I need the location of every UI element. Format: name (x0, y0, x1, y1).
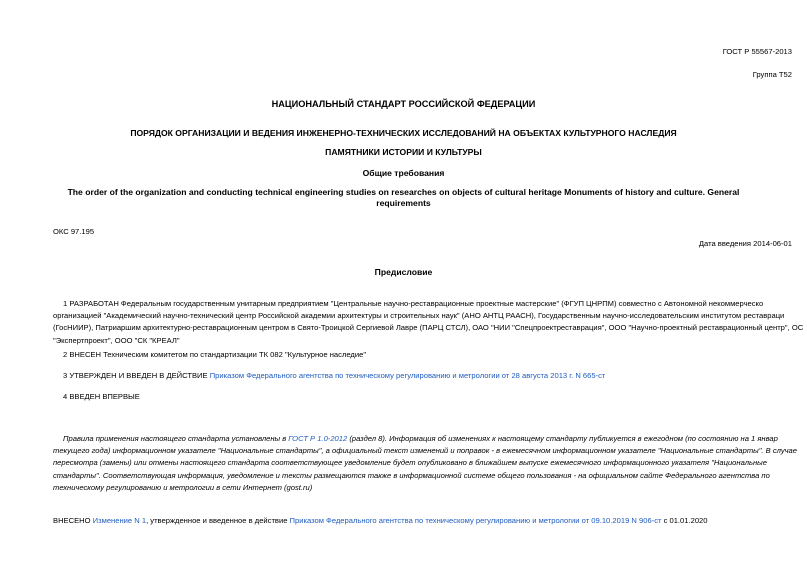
amendment-middle: , утвержденное и введенное в действие (146, 516, 290, 525)
preface-item-1 (53, 298, 807, 347)
amendment-suffix: с 01.01.2020 (661, 516, 708, 525)
preface-item-2: 2 ВНЕСЕН Техническим комитетом по стандартизации ТК 082 "Культурное наследие" (63, 350, 367, 359)
amendment-1-link[interactable]: Изменение N 1 (92, 516, 147, 525)
preface-item-1-line-3: (ГосНИИР), Патриаршим архитектурно-реставрационным центром в Свято-Троицкой Сергиевой Лавре (ПАРЦ СТСЛ), ОАО "НИИ "Спецпроектреставрация", ООО "Научно-проектный реставрационный центр", ОС (53, 323, 804, 333)
gost-r-1-0-2012-link[interactable]: ГОСТ Р 1.0-2012 (288, 434, 348, 443)
document-title-line-1: ПОРЯДОК ОРГАНИЗАЦИИ И ВЕДЕНИЯ ИНЖЕНЕРНО-ТЕХНИЧЕСКИХ ИССЛЕДОВАНИЙ НА ОБЪЕКТАХ КУЛЬТУРНОГО НАСЛЕДИЯ (130, 128, 677, 138)
rules-line-2: текущего года) информационном указателе "Национальные стандарты", а официальный текст изменений и поправок - в ежемесячном информационном указателе "Национальные стандарты". В случае (53, 446, 797, 456)
national-standard-heading: НАЦИОНАЛЬНЫЙ СТАНДАРТ РОССИЙСКОЙ ФЕДЕРАЦИИ (271, 99, 536, 109)
rules-line-1-text: Правила применения настоящего стандарта установлены в (63, 434, 289, 443)
preface-item-1-line-1: 1 РАЗРАБОТАН Федеральным государственным унитарным предприятием "Центральные научно-реставрационные проектные мастерские" (ФГУП ЦНРПМ) совместно с Автономной некоммерческо (63, 299, 764, 308)
introduction-date: Дата введения 2014-06-01 (698, 239, 792, 248)
amendment-prefix: ВНЕСЕНО (53, 516, 93, 525)
application-rules-note (53, 433, 807, 494)
document-group: Группа Т52 (752, 70, 792, 79)
rules-line-5: техническому регулированию и метрологии в сети Интернет (gost.ru) (53, 482, 313, 492)
rules-line-1-suffix: (раздел 8). Информация об изменениях к настоящему стандарту публикуется в ежегодном (по состоянию на 1 январ (347, 434, 778, 443)
amendment-order-link[interactable]: Приказом Федерального агентства по техническому регулированию и метрологии от 09.10.2019 N 906-ст (289, 516, 662, 525)
english-title-line-2: requirements (376, 198, 431, 208)
approval-order-link[interactable]: Приказом Федерального агентства по техническому регулированию и метрологии от 28 августа 2013 г. N 665-ст (209, 371, 606, 380)
rules-line-1 (53, 433, 807, 445)
english-title-line-1: The order of the organization and conducting technical engineering studies on researches on objects of cultural heritage Monuments of history and culture. General (67, 187, 740, 197)
preface-item-4: 4 ВВЕДЕН ВПЕРВЫЕ (63, 392, 140, 401)
preface-item-3-text: 3 УТВЕРЖДЕН И ВВЕДЕН В ДЕЙСТВИЕ (63, 371, 210, 380)
rules-line-4: стандарты". Соответствующая информация, уведомление и тексты размещаются также в информационной системе общего пользования - на официальном сайте Федерального агентства по (53, 470, 770, 480)
preface-heading: Предисловие (374, 267, 433, 277)
rules-line-3: пересмотра (замены) или отмены настоящего стандарта соответствующее уведомление будет опубликовано в ближайшем выпуске ежемесячного информационного указателя "Национальные (53, 458, 767, 468)
document-subtitle: Общие требования (362, 168, 445, 178)
oks-code: ОКС 97.195 (53, 227, 95, 236)
document-number: ГОСТ Р 55567-2013 (722, 47, 792, 56)
preface-item-1-line-2: организацией "Академический научно-технический центр Российской академии архитектуры и строительных наук" (АНО АНТЦ РААСН), Государственным научно-исследовательским институтом реставраци (53, 311, 785, 321)
preface-item-1-line-4: "Экспертпроект", ООО "СК "КРЕАЛ" (53, 335, 180, 345)
amendment-note (53, 515, 807, 527)
preface-item-3 (53, 370, 807, 382)
document-title-line-2: ПАМЯТНИКИ ИСТОРИИ И КУЛЬТУРЫ (325, 147, 482, 157)
